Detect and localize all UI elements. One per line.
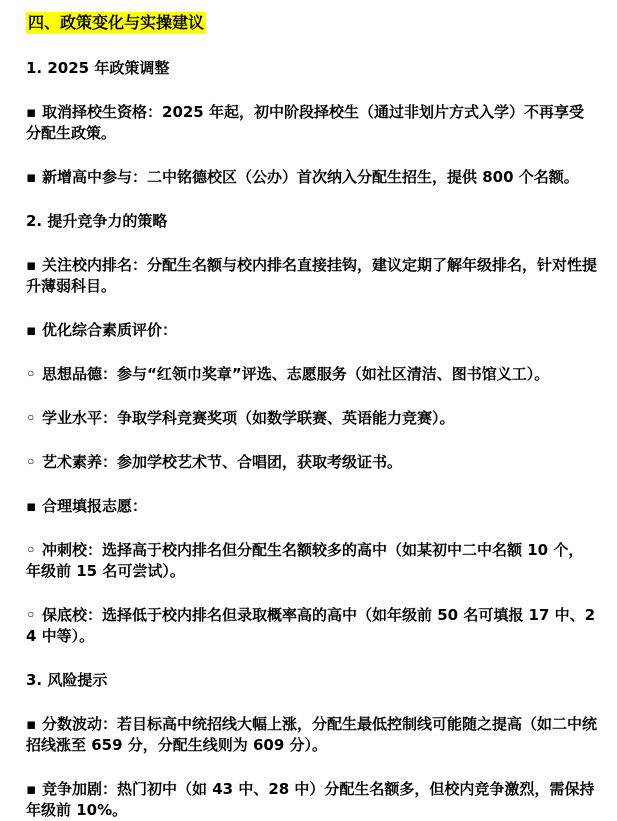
subheading-risk-warning: 3. 风险提示 — [26, 671, 108, 689]
list-item-text: 思想品德：参与“红领巾奖章”评选、志愿服务（如社区清洁、图书馆义工）。 — [42, 365, 550, 383]
bullet-marker: ◦ — [26, 606, 36, 624]
list-item-text: 合理填报志愿： — [42, 497, 148, 515]
list-item-text: 分数波动：若目标高中统招线大幅上涨，分配生最低控制线可能随之提高（如二中统招线涨至 659 分，分配生线则为 609 分）。 — [26, 715, 598, 754]
list-item-text: 艺术素养：参加学校艺术节、合唱团，获取考级证书。 — [42, 453, 403, 471]
bullet-marker: ▪ — [26, 780, 37, 798]
list-item-text: 学业水平：争取学科竞赛奖项（如数学联赛、英语能力竞赛）。 — [42, 409, 455, 427]
list-item — [26, 255, 597, 297]
list-item-text: 优化综合素质评价： — [42, 321, 178, 339]
list-item-text: 竞争加剧：热门初中（如 43 中、28 中）分配生名额多，但校内竞争激烈，需保持年级前 10%。 — [26, 780, 595, 819]
subheading-policy-adjustment: 1. 2025 年政策调整 — [26, 59, 170, 77]
list-item — [26, 714, 597, 756]
list-item — [26, 540, 597, 582]
list-item-text: 取消择校生资格：2025 年起，初中阶段择校生（通过非划片方式入学）不再享受分配生政策。 — [26, 103, 584, 142]
list-item — [26, 102, 597, 144]
bullet-marker: ▪ — [26, 497, 37, 515]
bullet-marker: ◦ — [26, 365, 36, 383]
list-item-text: 保底校：选择低于校内排名但录取概率高的高中（如年级前 50 名可填报 17 中、24 中等）。 — [26, 606, 596, 645]
bullet-marker: ◦ — [26, 453, 36, 471]
bullet-marker: ▪ — [26, 256, 37, 274]
bullet-marker: ▪ — [26, 103, 37, 121]
list-item — [26, 452, 597, 473]
bullet-marker: ◦ — [26, 409, 36, 427]
bullet-marker: ▪ — [26, 715, 37, 733]
list-item-text: 新增高中参与：二中铭德校区（公办）首次纳入分配生招生，提供 800 个名额。 — [42, 168, 579, 186]
list-item — [26, 408, 597, 429]
list-item — [26, 364, 597, 385]
list-item — [26, 496, 597, 517]
section-title: 四、政策变化与实操建议 — [28, 13, 205, 32]
list-item — [26, 605, 597, 647]
subheading-competitiveness-strategy: 2. 提升竞争力的策略 — [26, 212, 168, 230]
list-item-text: 冲刺校：选择高于校内排名但分配生名额较多的高中（如某初中二中名额 10 个，年级前 15 名可尝试）。 — [26, 541, 584, 580]
bullet-marker: ▪ — [26, 168, 37, 186]
bullet-marker: ◦ — [26, 541, 36, 559]
list-item-text: 关注校内排名：分配生名额与校内排名直接挂钩，建议定期了解年级排名，针对性提升薄弱科目。 — [26, 256, 598, 295]
list-item — [26, 320, 597, 341]
list-item — [26, 167, 597, 188]
bullet-marker: ▪ — [26, 321, 37, 339]
